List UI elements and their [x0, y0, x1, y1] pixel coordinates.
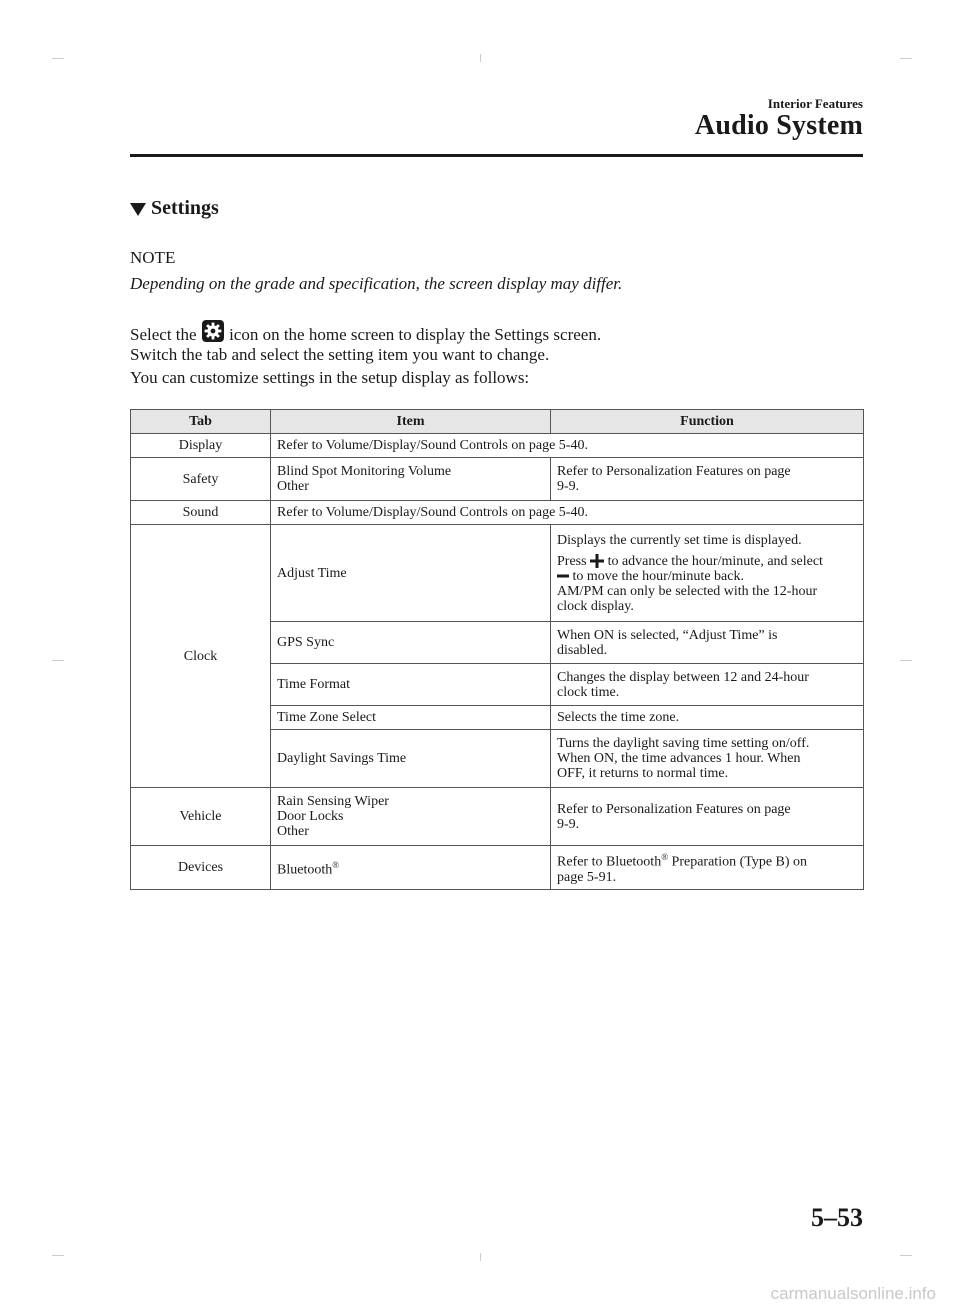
plus-icon	[590, 554, 604, 568]
item-cell: Blind Spot Monitoring Volume Other	[271, 458, 551, 501]
tab-cell-devices: Devices	[131, 846, 271, 890]
tab-cell-vehicle: Vehicle	[131, 788, 271, 846]
function-cell: Refer to Personalization Features on page 9-9.	[551, 788, 864, 846]
item-cell: Bluetooth®	[271, 846, 551, 890]
function-cell: Turns the daylight saving time setting on/off. When ON, the time advances 1 hour. When OFF, it returns to normal time.	[551, 730, 864, 788]
intro-line-3: You can customize settings in the setup display as follows:	[130, 368, 530, 387]
item-cell: Rain Sensing Wiper Door Locks Other	[271, 788, 551, 846]
crop-mark	[52, 1255, 64, 1256]
crop-mark	[480, 54, 481, 62]
crop-mark	[52, 660, 64, 661]
table-row	[131, 846, 864, 890]
item-cell: GPS Sync	[271, 622, 551, 664]
intro-text-before: Select the	[130, 325, 197, 344]
settings-gear-icon	[202, 320, 224, 342]
table-row	[131, 525, 864, 622]
merged-cell: Refer to Volume/Display/Sound Controls on page 5-40.	[271, 501, 864, 525]
settings-table	[130, 409, 864, 890]
page-number: 5–53	[811, 1203, 863, 1232]
table-header-row	[131, 410, 864, 434]
item-cell: Time Zone Select	[271, 706, 551, 730]
intro-line-2: Switch the tab and select the setting item you want to change.	[130, 345, 550, 364]
page-title: Audio System	[694, 110, 863, 141]
section-heading	[130, 197, 219, 220]
crop-mark	[900, 58, 912, 59]
table-row	[131, 501, 864, 525]
item-cell: Adjust Time	[271, 525, 551, 622]
crop-mark	[52, 58, 64, 59]
minus-icon	[557, 571, 569, 581]
crop-mark	[900, 660, 912, 661]
intro-line-1	[130, 320, 601, 345]
function-cell: Refer to Personalization Features on page 9-9.	[551, 458, 864, 501]
watermark: carmanualsonline.info	[770, 1284, 936, 1303]
tab-cell-display: Display	[131, 434, 271, 458]
function-cell: Refer to Bluetooth® Preparation (Type B) on page 5-91.	[551, 846, 864, 890]
item-cell: Daylight Savings Time	[271, 730, 551, 788]
col-header-tab: Tab	[131, 410, 271, 434]
header-section-label: Interior Features	[767, 96, 863, 111]
table-row	[131, 788, 864, 846]
tab-cell-safety: Safety	[131, 458, 271, 501]
item-cell: Time Format	[271, 664, 551, 706]
tab-cell-sound: Sound	[131, 501, 271, 525]
section-heading-text: Settings	[151, 197, 219, 219]
col-header-item: Item	[271, 410, 551, 434]
note-label: NOTE	[130, 248, 176, 267]
function-cell: When ON is selected, “Adjust Time” is disabled.	[551, 622, 864, 664]
col-header-function: Function	[551, 410, 864, 434]
function-cell: Displays the currently set time is displayed. Press to advance the hour/minute, and select to move the hour/minute back. AM/PM can only be selected with the 12-hour clock display.	[551, 525, 864, 622]
merged-cell: Refer to Volume/Display/Sound Controls on page 5-40.	[271, 434, 864, 458]
tab-cell-clock: Clock	[131, 525, 271, 788]
crop-mark	[900, 1255, 912, 1256]
header-divider	[130, 154, 863, 157]
function-cell: Changes the display between 12 and 24-hour clock time.	[551, 664, 864, 706]
triangle-bullet-icon	[130, 203, 146, 216]
table-row	[131, 458, 864, 501]
note-text: Depending on the grade and specification, the screen display may differ.	[130, 274, 623, 293]
table-row	[131, 434, 864, 458]
function-cell: Selects the time zone.	[551, 706, 864, 730]
intro-text-after: icon on the home screen to display the Settings screen.	[229, 325, 602, 344]
crop-mark	[480, 1253, 481, 1261]
